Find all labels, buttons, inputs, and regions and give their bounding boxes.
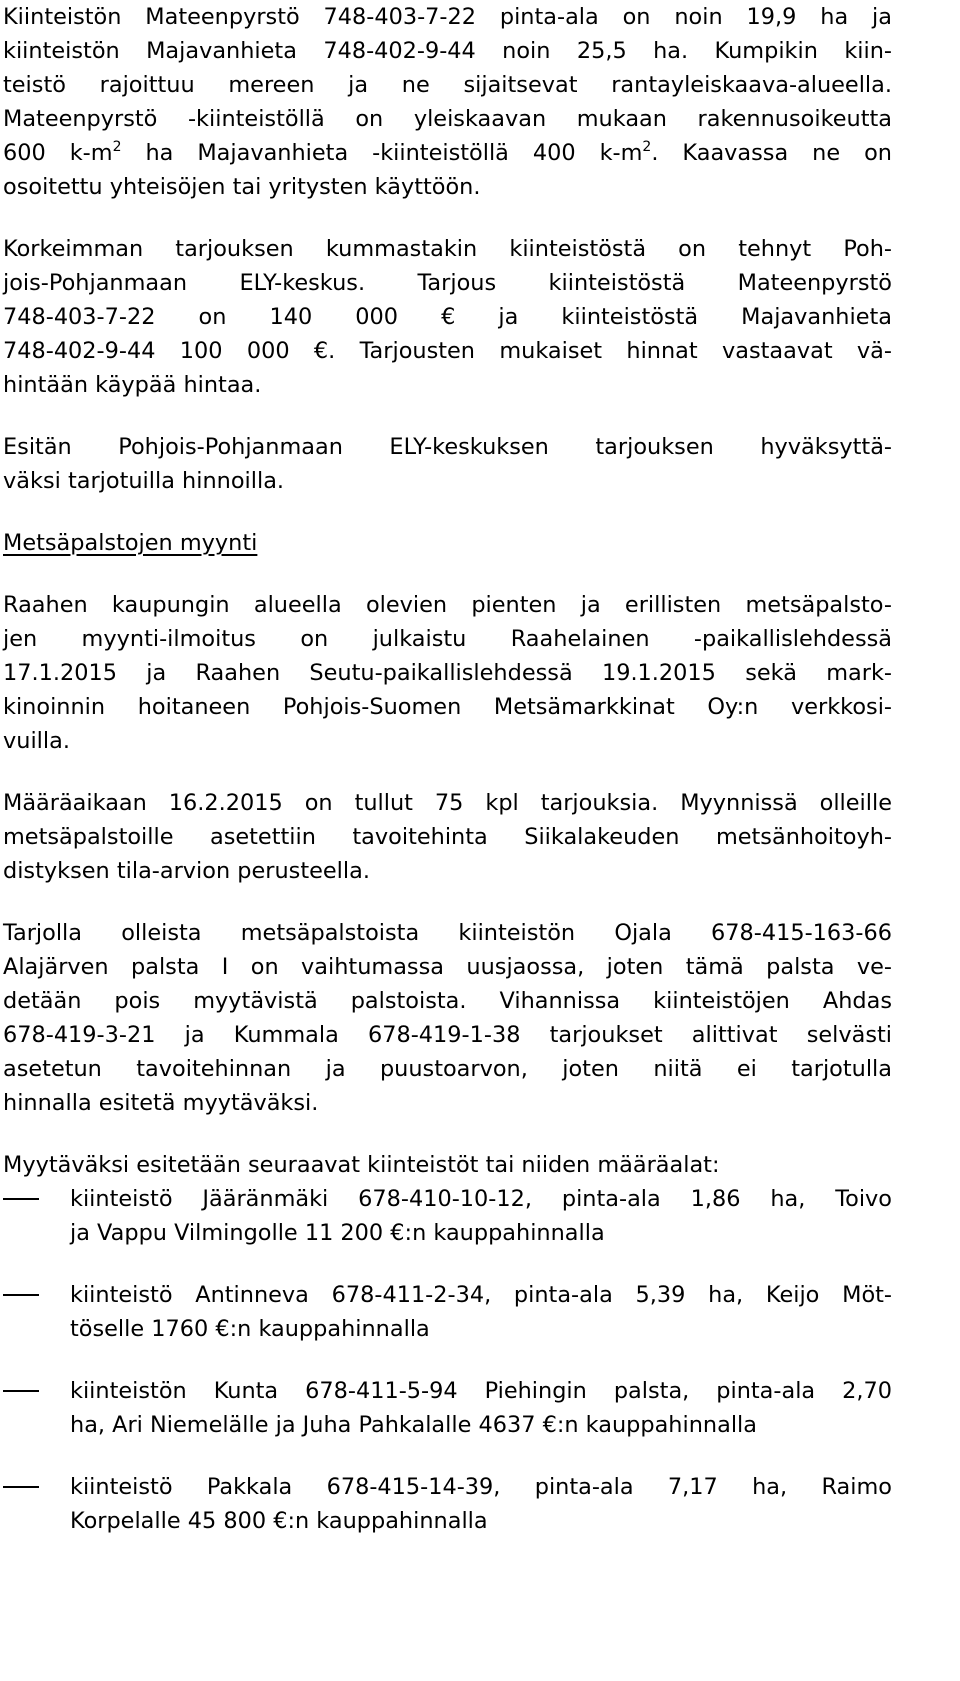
document-page <box>3 0 892 1538</box>
text-line: kiinteistön Majavanhieta 748-402-9-44 noin 25,5 ha. Kumpikin kiin- <box>3 38 892 64</box>
text-line: vuilla. <box>3 728 70 754</box>
text-line: 748-402-9-44 100 000 €. Tarjousten mukaiset hinnat vastaavat vä- <box>3 338 892 364</box>
text-line: hintään käypää hintaa. <box>3 372 262 398</box>
paragraph-sale-announcement <box>3 588 892 758</box>
text-line: ha, Ari Niemelälle ja Juha Pahkalalle 4637 €:n kauppahinnalla <box>70 1412 757 1438</box>
text-line: Määräaikaan 16.2.2015 on tullut 75 kpl tarjouksia. Myynnissä olleille <box>3 790 892 816</box>
paragraph-proposal <box>3 430 892 498</box>
list-item <box>3 1470 892 1538</box>
text-line: Raahen kaupungin alueella olevien pienten ja erillisten metsäpalsto- <box>3 592 892 618</box>
text-segment: ha Majavanhieta -kiinteistöllä 400 k-m <box>121 140 643 166</box>
text-line: detään pois myytävistä palstoista. Vihannissa kiinteistöjen Ahdas <box>3 988 892 1014</box>
paragraph-list-intro <box>3 1148 892 1182</box>
superscript: 2 <box>642 139 652 155</box>
text-line: Mateenpyrstö -kiinteistöllä on yleiskaavan mukaan rakennusoikeutta <box>3 106 892 132</box>
paragraph-excluded-parcels <box>3 916 892 1120</box>
text-line: Korpelalle 45 800 €:n kauppahinnalla <box>70 1508 488 1534</box>
text-line: kiinteistö Pakkala 678-415-14-39, pinta-ala 7,17 ha, Raimo <box>70 1474 892 1500</box>
dash-bullet-icon <box>3 1486 39 1488</box>
text-line: distyksen tila-arvion perusteella. <box>3 858 370 884</box>
text-line: asetetun tavoitehinnan ja puustoarvon, joten niitä ei tarjotulla <box>3 1056 892 1082</box>
text-segment: 600 k-m <box>3 140 113 166</box>
text-line: 17.1.2015 ja Raahen Seutu-paikallislehdessä 19.1.2015 sekä mark- <box>3 660 892 686</box>
text-line: 748-403-7-22 on 140 000 € ja kiinteistöstä Majavanhieta <box>3 304 892 330</box>
list-item <box>3 1278 892 1346</box>
properties-for-sale-list <box>3 1182 892 1538</box>
text-line: kiinteistö Antinneva 678-411-2-34, pinta-ala 5,39 ha, Keijo Möt- <box>70 1282 892 1308</box>
text-line: Kiinteistön Mateenpyrstö 748-403-7-22 pinta-ala on noin 19,9 ha ja <box>3 4 892 30</box>
text-line: Korkeimman tarjouksen kummastakin kiinteistöstä on tehnyt Poh- <box>3 236 892 262</box>
text-line: Alajärven palsta I on vaihtumassa uusjaossa, joten tämä palsta ve- <box>3 954 892 980</box>
text-line: kiinteistö Jääränmäki 678-410-10-12, pinta-ala 1,86 ha, Toivo <box>70 1186 892 1212</box>
text-line: osoitettu yhteisöjen tai yritysten käyttöön. <box>3 174 481 200</box>
text-line: ja Vappu Vilmingolle 11 200 €:n kauppahinnalla <box>70 1220 605 1246</box>
dash-bullet-icon <box>3 1198 39 1200</box>
text-line: 678-419-3-21 ja Kummala 678-419-1-38 tarjoukset alittivat selvästi <box>3 1022 892 1048</box>
text-line: teistö rajoittuu mereen ja ne sijaitsevat rantayleiskaava-alueella. <box>3 72 892 98</box>
text-line: Esitän Pohjois-Pohjanmaan ELY-keskuksen tarjouksen hyväksyttä- <box>3 434 892 460</box>
text-segment: . Kaavassa ne on <box>651 140 892 166</box>
list-item <box>3 1374 892 1442</box>
text-line: metsäpalstoille asetettiin tavoitehinta Siikalakeuden metsänhoitoyh- <box>3 824 892 850</box>
text-line: väksi tarjotuilla hinnoilla. <box>3 468 285 494</box>
heading-text: Metsäpalstojen myynti <box>3 530 258 556</box>
text-line: jois-Pohjanmaan ELY-keskus. Tarjous kiinteistöstä Mateenpyrstö <box>3 270 892 296</box>
section-heading <box>3 526 892 560</box>
text-line-with-superscripts <box>3 136 892 170</box>
superscript: 2 <box>112 139 122 155</box>
paragraph-highest-bid <box>3 232 892 402</box>
text-line: töselle 1760 €:n kauppahinnalla <box>70 1316 430 1342</box>
list-item <box>3 1182 892 1250</box>
paragraph-bids-received <box>3 786 892 888</box>
text-line: kinoinnin hoitaneen Pohjois-Suomen Metsämarkkinat Oy:n verkkosi- <box>3 694 892 720</box>
text-line: kiinteistön Kunta 678-411-5-94 Piehingin palsta, pinta-ala 2,70 <box>70 1378 892 1404</box>
text-line: hinnalla esitetä myytäväksi. <box>3 1090 319 1116</box>
dash-bullet-icon <box>3 1390 39 1392</box>
text-line: jen myynti-ilmoitus on julkaistu Raahelainen -paikallislehdessä <box>3 626 892 652</box>
dash-bullet-icon <box>3 1294 39 1296</box>
text-line: Tarjolla olleista metsäpalstoista kiinteistön Ojala 678-415-163-66 <box>3 920 892 946</box>
paragraph-property-zoning <box>3 0 892 204</box>
text-line: Myytäväksi esitetään seuraavat kiinteistöt tai niiden määräalat: <box>3 1152 720 1178</box>
